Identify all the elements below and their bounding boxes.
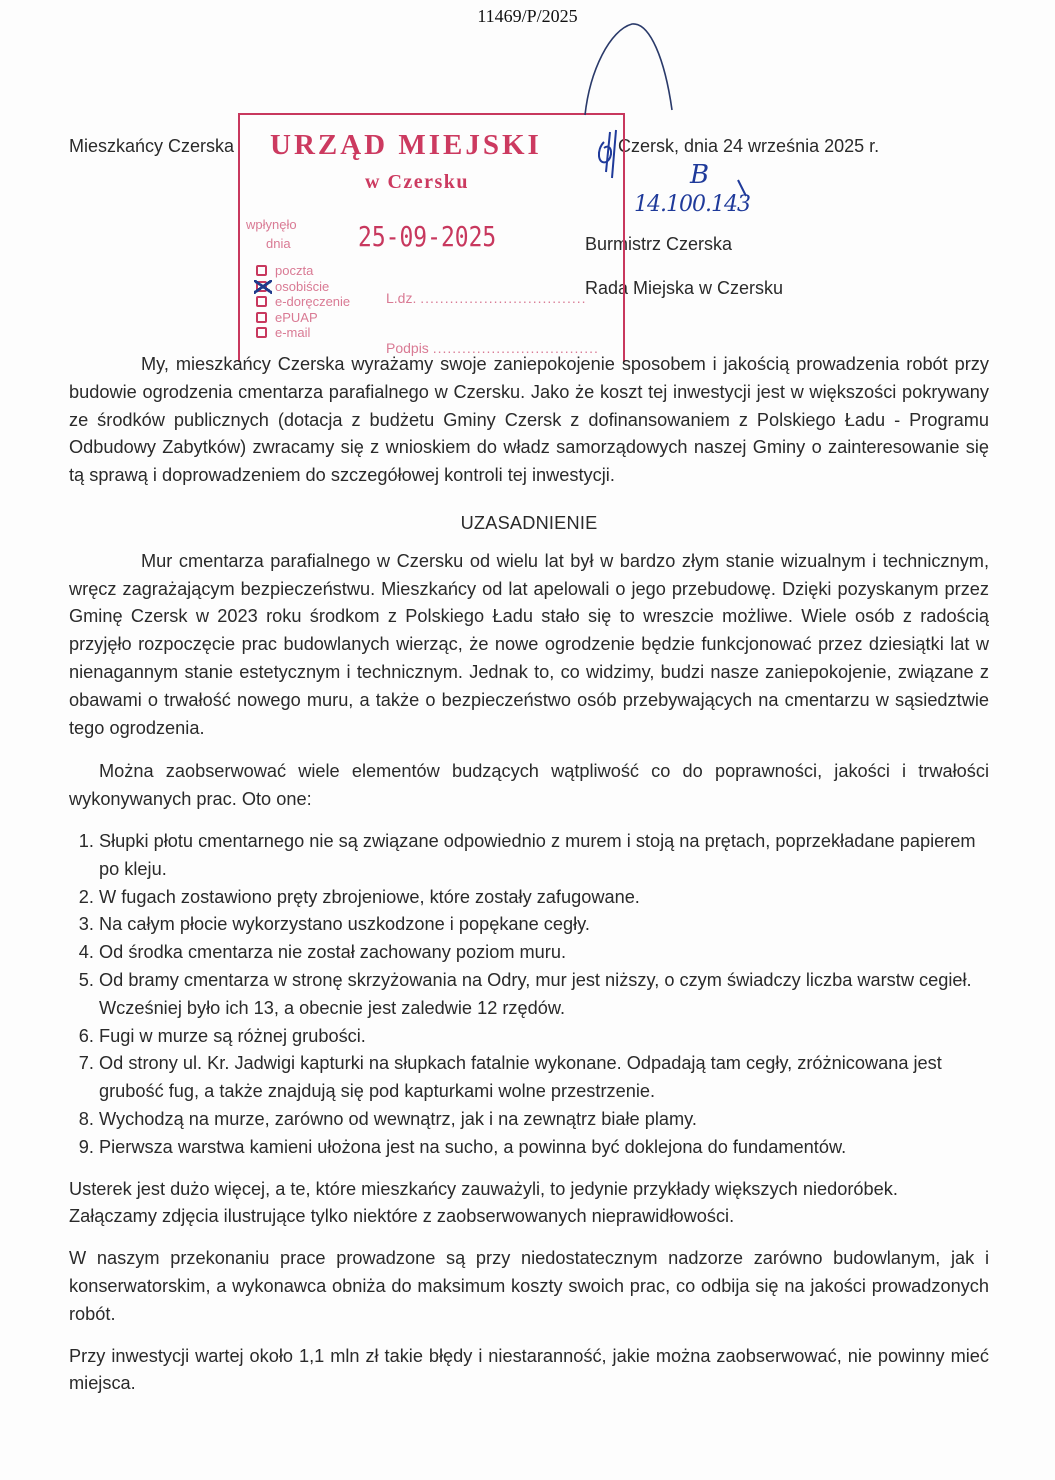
registry-stamp [238, 113, 625, 362]
intro-paragraph: My, mieszkańcy Czerska wyrażamy swoje zaniepokojenie sposobem i jakością prowadzenia robót przy budowie ogrodzenia cmentarza parafialnego w Czersku. Jako że koszt tej inwestycji jest w większości pokrywany ze środków publicznych (dotacja z budżetu Gminy Czersk z dofinansowaniem z Polskiego Ładu - Programu Odbudowy Zabytków) zwracamy się z wnioskiem do władz samorządowych naszej Gminy o zainteresowanie się tą sprawą i doprowadzeniem do szczegółowej kontroli tej inwestycji. [69, 354, 989, 486]
recipient-council: Rada Miejska w Czersku [585, 278, 784, 298]
handwritten-note-line2: 14.100.143 [634, 192, 750, 217]
checkbox-icon [256, 296, 267, 307]
stamp-subtitle: w Czersku [365, 171, 470, 193]
checked-checkbox-icon [256, 281, 267, 292]
stamp-ldz-label: L.dz. [386, 290, 417, 306]
list-item: 2. W fugach zostawiono pręty zbrojeniowe, które zostały zafugowane. [99, 884, 989, 912]
stamp-option-epuap [256, 310, 350, 326]
stamp-option-label: ePUAP [275, 309, 318, 325]
issues-list [69, 828, 989, 1162]
list-item: 7. Od strony ul. Kr. Jadwigi kapturki na słupkach fatalnie wykonane. Odpadają tam cegły, zróżnicowana jest grubość fug, a także znajdują się pod kapturkami wolne przestrzenie. [99, 1050, 989, 1106]
list-item: 5. Od bramy cmentarza w stronę skrzyżowania na Odry, mur jest niższy, o czym świadczy liczba warstw cegieł. Wcześniej było ich 13, a obecnie jest zaledwie 12 rzędów. [99, 967, 989, 1023]
stamp-option-label: e-mail [275, 325, 311, 341]
stamp-ldz-field [386, 290, 587, 306]
checkbox-icon [256, 265, 267, 276]
stamp-option-e-doreczenie [256, 294, 350, 310]
stamp-received-date: 25-09-2025 [358, 220, 497, 253]
stamp-received-line2: dnia [266, 236, 291, 251]
handwritten-arc [585, 24, 672, 115]
stamp-option-label: osobiście [275, 278, 330, 294]
stamp-signature-dots: .................................. [432, 340, 599, 356]
list-item: 3. Na całym płocie wykorzystano uszkodzone i popękane cegły. [99, 911, 989, 939]
supervision-paragraph: W naszym przekonaniu prace prowadzone są przy niedostatecznym nadzorze zarówno budowlanym, jak i konserwatorskim, a wykonawca obniża do maksimum koszty swoich prac, co odbija się na jakości prowadzonych robót. [69, 1248, 989, 1324]
section-heading: UZASADNIENIE [460, 512, 598, 533]
observations-intro: Można zaobserwować wiele elementów budzących wątpliwość co do poprawności, jakości i trwałości wykonywanych prac. Oto one: [69, 761, 989, 810]
justification-paragraph: Mur cmentarza parafialnego w Czersku od wielu lat był w bardzo złym stanie wizualnym i technicznym, wręcz zagrażającym bezpieczeństwu. Mieszkańcy od lat apelowali o jego przebudowę. Dzięki pozyskanym przez Gminę Czersk w 2023 roku środkom z Polskiego Ładu stało się to wreszcie możliwe. Wiele osób z radością przyjęło rozpoczęcie prac budowlanych wierząc, że nowe ogrodzenie będzie funkcjonować przez dziesiątki lat w nienagannym stanie estetycznym i technicznym. Jednak to, co widzimy, budzi nasze zaniepokojenie, związane z obawami o trwałość nowego muru, a także o bezpieczeństwo osób przebywających na cmentarzu w sąsiedztwie tego ogrodzenia. [69, 550, 989, 738]
letter-body [69, 351, 989, 1398]
stamp-title: URZĄD MIEJSKI [270, 129, 542, 161]
list-item: 8. Wychodzą na murze, zarówno od wewnątrz, jak i na zewnątrz białe plamy. [99, 1106, 989, 1134]
list-item: 6. Fugi w murze są różnej grubości. [99, 1023, 989, 1051]
stamp-option-email [256, 325, 350, 341]
stamp-received-line1: wpłynęło [246, 217, 297, 232]
stamp-option-label: poczta [275, 263, 314, 279]
reference-number: 11469/P/2025 [477, 6, 578, 26]
stamp-received-label [246, 215, 297, 253]
handwritten-note-line1: B [690, 160, 710, 190]
stamp-option-label: e-doręczenie [275, 294, 351, 310]
closing-paragraph: Przy inwestycji wartej około 1,1 mln zł takie błędy i niestaranność, jakie można zaobserwować, nie powinny mieć miejsca. [69, 1345, 989, 1394]
stamp-delivery-options [256, 263, 350, 341]
checkbox-icon [256, 312, 267, 323]
more-defects-paragraph: Usterek jest dużo więcej, a te, które mieszkańcy zauważyli, to jedynie przykłady większych niedoróbek. Załączamy zdjęcia ilustrujące tylko niektóre z zaobserwowanych nieprawidłowości. [69, 1178, 898, 1227]
recipient-mayor: Burmistrz Czerska [585, 234, 733, 254]
stamp-option-poczta [256, 263, 350, 279]
list-item: 1. Słupki płotu cmentarnego nie są związane odpowiednio z murem i stoją na prętach, poprzekładane papierem po kleju. [99, 828, 989, 884]
checkbox-icon [256, 327, 267, 338]
sender: Mieszkańcy Czerska [69, 136, 235, 156]
stamp-ldz-dots: .................................. [420, 290, 587, 306]
list-item: 4. Od środka cmentarza nie został zachowany poziom muru. [99, 939, 989, 967]
stamp-option-osobiscie [256, 279, 350, 295]
stamp-signature-label: Podpis [386, 340, 429, 356]
list-item: 9. Pierwsza warstwa kamieni ułożona jest na sucho, a powinna być doklejona do fundamentów. [99, 1134, 989, 1162]
place-date: Czersk, dnia 24 września 2025 r. [618, 136, 880, 156]
